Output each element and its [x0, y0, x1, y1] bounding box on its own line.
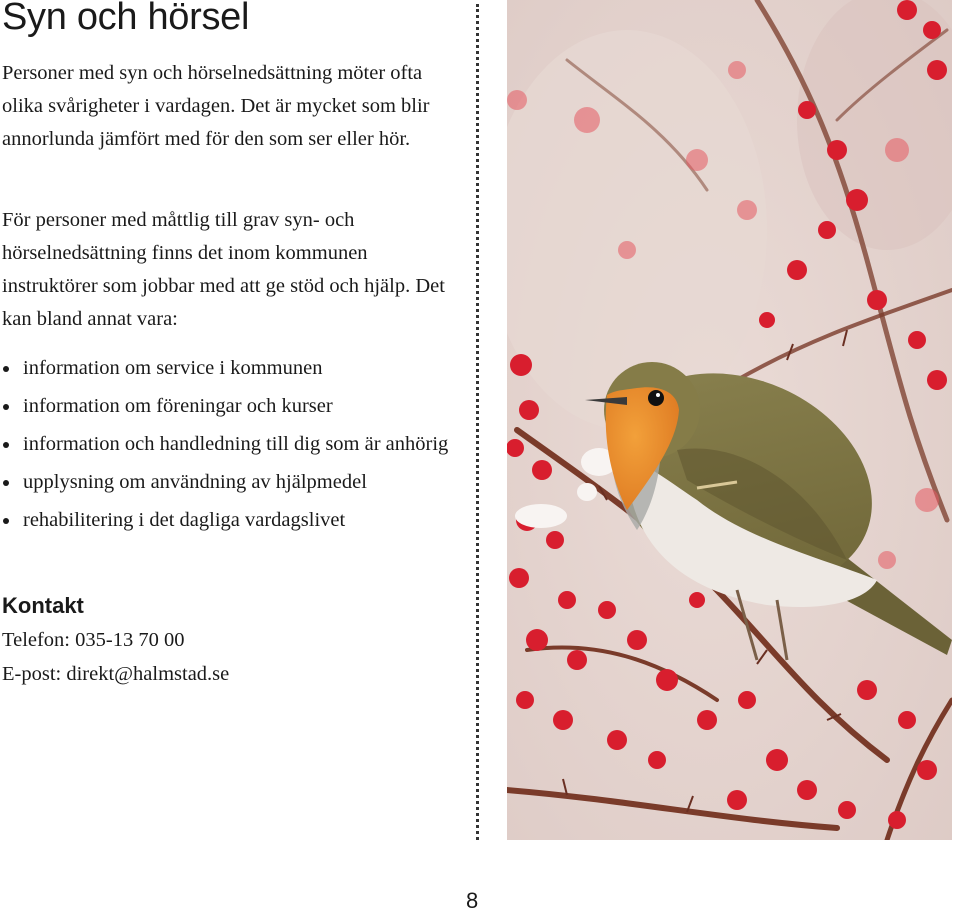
intro-paragraph: Personer med syn och hörselnedsättning möter ofta olika svårigheter i vardagen. Det är mycket som blir annorlunda jämfört med för den som ser eller hör.: [2, 62, 430, 150]
bullet-icon: [3, 366, 9, 372]
list-item-text: information om föreningar och kurser: [23, 395, 333, 417]
page-title: Syn och hörsel: [2, 0, 250, 38]
list-item: [2, 428, 450, 461]
service-list: [2, 352, 450, 542]
list-item-text: information och handledning till dig som är anhörig: [23, 433, 449, 455]
list-item: [2, 352, 450, 385]
robin-photo: [507, 0, 952, 840]
list-item-text: upplysning om användning av hjälpmedel: [23, 471, 367, 493]
bullet-icon: [3, 480, 9, 486]
list-item-text: information om service i kommunen: [23, 357, 323, 379]
body-paragraph: För personer med måttlig till grav syn- och hörselnedsättning finns det inom kommunen instruktörer som jobbar med att ge stöd och hjälp. Det kan bland annat vara:: [2, 209, 445, 330]
list-item: [2, 504, 450, 537]
contact-phone: Telefon: 035-13 70 00: [2, 629, 185, 651]
list-item: [2, 466, 450, 499]
page-number: 8: [466, 888, 479, 913]
bullet-icon: [3, 404, 9, 410]
bullet-icon: [3, 518, 9, 524]
list-item: [2, 390, 450, 423]
robin-on-branch-illustration: [507, 0, 952, 840]
bullet-icon: [3, 442, 9, 448]
list-item-text: rehabilitering i det dagliga vardagslivet: [23, 509, 346, 531]
dotted-divider: [476, 4, 479, 840]
contact-email: E-post: direkt@halmstad.se: [2, 663, 230, 685]
contact-heading: Kontakt: [2, 593, 84, 618]
